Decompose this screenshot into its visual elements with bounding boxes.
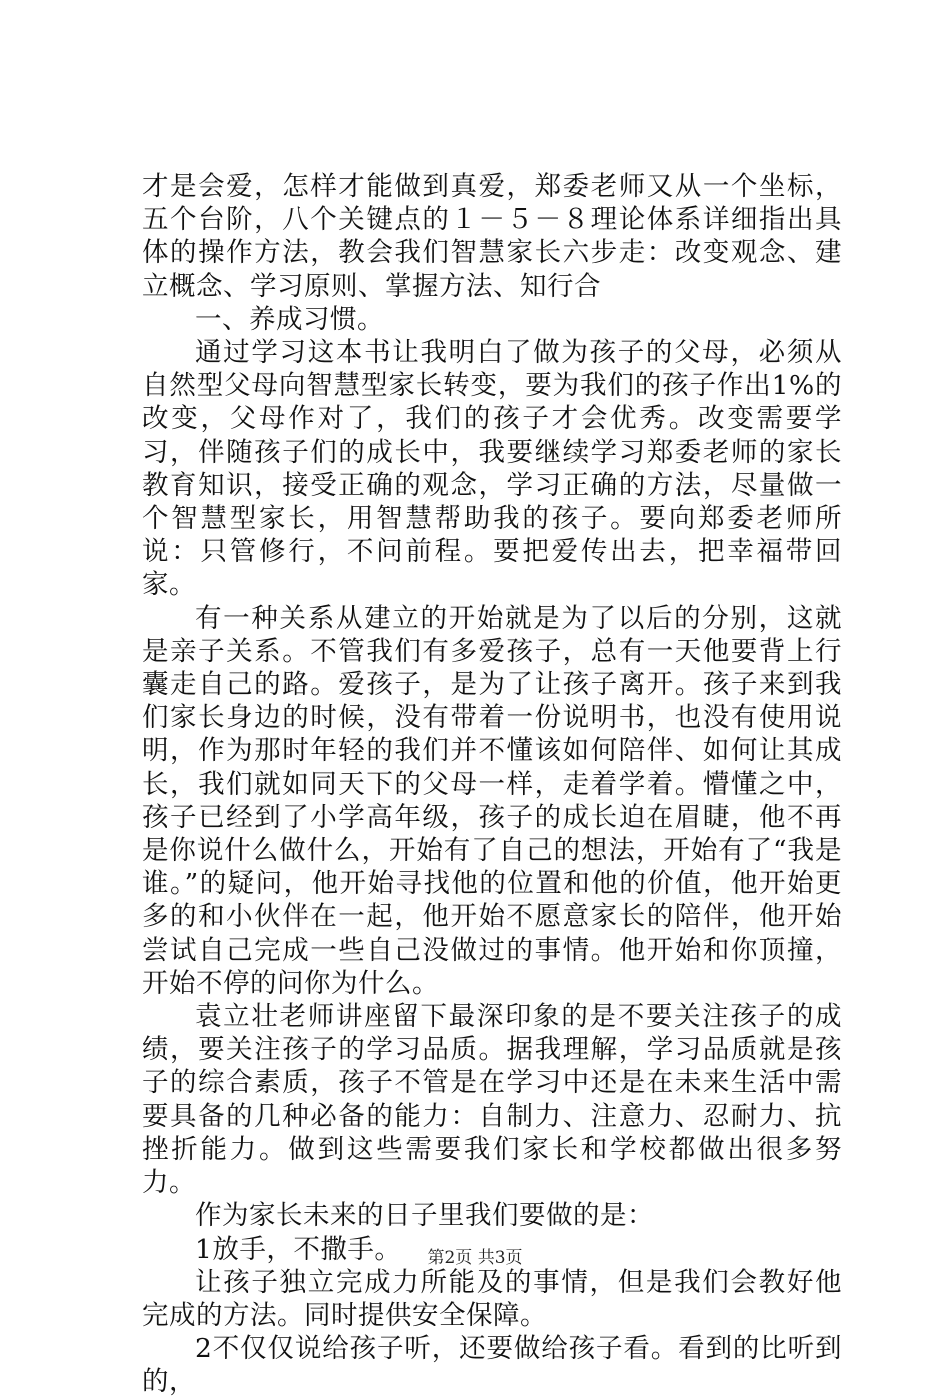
paragraph-5: 袁立壮老师讲座留下最深印象的是不要关注孩子的成绩，要关注孩子的学习品质。据我理解，学习品质就是孩子的综合素质，孩子不管是在学习中还是在未来生活中需要具备的几种必备的能力：自制力、注意力、忍耐力、抗挫折能力。做到这些需要我们家长和学校都做出很多努力。 [142, 1001, 842, 1199]
paragraph-list-item-2: 2不仅仅说给孩子听，还要做给孩子看。看到的比听到的， [142, 1333, 842, 1398]
paragraph-4: 有一种关系从建立的开始就是为了以后的分别，这就是亲子关系。不管我们有多爱孩子，总有一天他要背上行囊走自己的路。爱孩子，是为了让孩子离开。孩子来到我们家长身边的时候，没有带着一份说明书，也没有使用说明，作为那时年轻的我们并不懂该如何陪伴、如何让其成长，我们就如同天下的父母一样，走着学着。懵懂之中，孩子已经到了小学高年级，孩子的成长迫在眉睫，他不再是你说什么做什么，开始有了自己的想法，开始有了“我是谁。”的疑问，他开始寻找他的位置和他的价值，他开始更多的和小伙伴在一起，他开始不愿意家长的陪伴，他开始尝试自己完成一些自己没做过的事情。他开始和你顶撞，开始不停的问你为什么。 [142, 602, 842, 999]
paragraph-heading-habits: 一、养成习惯。 [195, 303, 384, 335]
paragraph-list-item-1: 1放手，不撒手。 [195, 1233, 402, 1265]
page-number-footer: 第2页 共3页 [427, 1248, 523, 1268]
paragraph-3: 通过学习这本书让我明白了做为孩子的父母，必须从自然型父母向智慧型家长转变，要为我们的孩子作出1%的改变，父母作对了，我们的孩子才会优秀。改变需要学习，伴随孩子们的成长中，我要继续学习郑委老师的家长教育知识，接受正确的观念，学习正确的方法，尽量做一个智慧型家长，用智慧帮助我的孩子。要向郑委老师所说：只管修行，不问前程。要把爱传出去，把幸福带回家。 [142, 337, 842, 601]
paragraph-8: 让孩子独立完成力所能及的事情，但是我们会教好他完成的方法。同时提供安全保障。 [142, 1266, 842, 1331]
document-body [142, 170, 842, 1399]
paragraph-1: 才是会爱，怎样才能做到真爱，郑委老师又从一个坐标，五个台阶，八个关键点的１－５－８理论体系详细指出具体的操作方法，教会我们智慧家长六步走：改变观念、建立概念、学习原则、掌握方法、知行合 [142, 171, 842, 302]
paragraph-6: 作为家长未来的日子里我们要做的是： [195, 1200, 654, 1232]
